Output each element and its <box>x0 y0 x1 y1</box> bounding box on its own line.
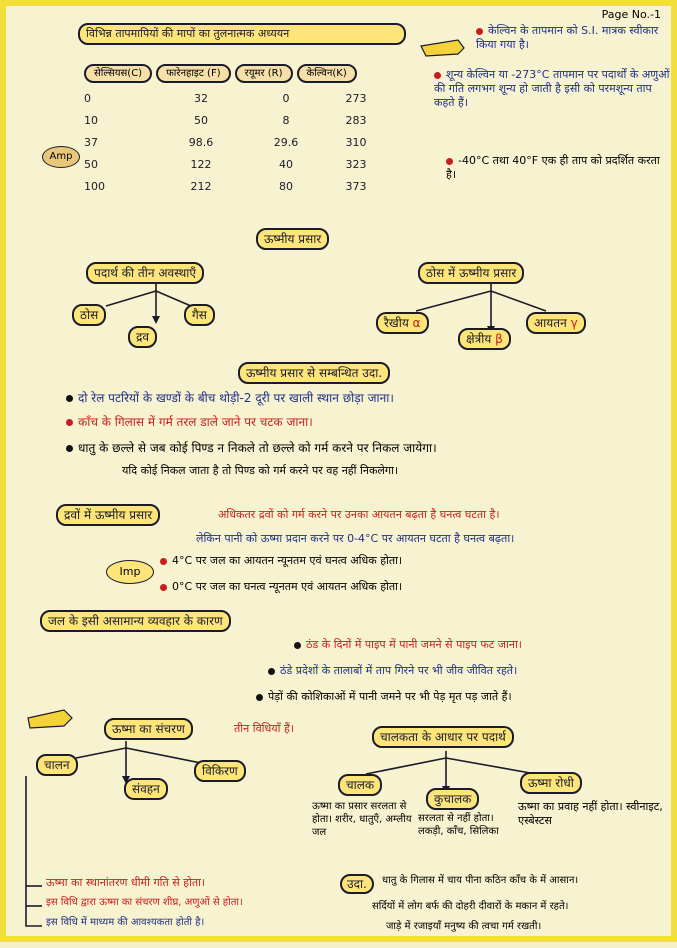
header-fahrenheit: फारेनहाइट (F) <box>156 64 231 83</box>
imp-tag: Imp <box>106 560 154 584</box>
states-title: पदार्थ की तीन अवस्थाएँ <box>86 262 204 284</box>
table-row: 37 98.6 29.6 310 <box>84 135 367 149</box>
water-item-3: पेड़ों की कोशिकाओं में पानी जमने पर भी पेड़ मृत पड़ जाते हैं। <box>256 690 668 704</box>
example-3: धातु के छल्ले से जब कोई पिण्ड न निकले तो छल्ले को गर्म करने पर निकल जायेगा। <box>66 440 656 456</box>
state-liquid: द्रव <box>128 326 157 348</box>
state-solid: ठोस <box>72 304 106 326</box>
liquid-line-1: अधिकतर द्रवों को गर्म करने पर उनका आयतन बढ़ता है घनत्व घटता है। <box>218 508 500 521</box>
kelvin-note: केल्विन के तापमान को S.I. मात्रक स्वीकार किया गया है। <box>476 24 659 51</box>
conductivity-heading: चालकता के आधार पर पदार्थ <box>372 726 514 748</box>
table-header-row <box>84 64 386 83</box>
conductor: चालक <box>338 774 382 796</box>
table-title: विभिन्न तापमापियों की मापों का तुलनात्मक अध्ययन <box>78 23 406 45</box>
comparison-table <box>84 64 386 197</box>
header-kelvin: केल्विन(K) <box>297 64 357 83</box>
linear-expansion: रैखीय α <box>376 312 429 334</box>
volume-expansion: आयतन γ <box>526 312 586 334</box>
example-1: दो रेल पटरियों के खण्डों के बीच थोड़ी-2 दूरी पर खाली स्थान छोड़ा जाना। <box>66 390 646 406</box>
transfer-note-3: इस विधि में माध्यम की आवश्यकता होती है। <box>46 917 205 928</box>
conductor-desc: ऊष्मा का प्रसार सरलता से होता। शरीर, धातुएँ, अम्लीय जल <box>312 801 412 838</box>
example-4: यदि कोई निकल जाता है तो पिण्ड को गर्म करने पर वह नहीं निकलेगा। <box>122 464 399 477</box>
minus-forty-note: -40°C तथा 40°F एक ही ताप को प्रदर्शित करता है। <box>446 154 660 181</box>
table-row: 50 122 40 323 <box>84 157 367 171</box>
imp-line-1: 4°C पर जल का आयतन न्यूनतम एवं घनत्व अधिक होता। <box>160 554 660 568</box>
solid-expansion-title: ठोस में ऊष्मीय प्रसार <box>418 262 524 284</box>
heat-resistant-desc: ऊष्मा का प्रवाह नहीं होता। स्वीनाइट, एस्बेस्टस <box>518 800 663 827</box>
example-tag: उदा. <box>340 874 374 894</box>
heat-transfer-subtitle: तीन विधियाँ हैं। <box>234 722 295 735</box>
radiation: विकिरण <box>194 760 246 782</box>
water-item-2: ठंडे प्रदेशों के तालाबों में ताप गिरने पर भी जीव जीवित रहते। <box>268 664 668 678</box>
conductivity-example-2: सर्दियों में लोग बर्फ की दोहरी दीवारों के मकान में रहते। <box>372 901 569 912</box>
insulator-desc: सरलता से नहीं होता। लकड़ी, काँच, सिलिका <box>418 813 499 837</box>
table-row: 100 212 80 373 <box>84 179 367 193</box>
example-2: काँच के गिलास में गर्म तरल डाले जाने पर चटक जाना। <box>66 414 646 430</box>
conductivity-example-3: जाड़े में रजाइयाँ मनुष्य की त्वचा गर्म रखती। <box>386 921 542 932</box>
transfer-note-2: इस विधि द्वारा ऊष्मा का संचरण शीघ्र, अणुओं से होता। <box>46 897 243 908</box>
water-item-1: ठंड के दिनों में पाइप में पानी जमने से पाइप फट जाना। <box>294 638 664 652</box>
imp-line-2: 0°C पर जल का घनत्व न्यूनतम एवं आयतन अधिक होता। <box>160 580 660 594</box>
amp-tag: Amp <box>42 146 80 168</box>
water-anomaly-heading: जल के इसी असामान्य व्यवहार के कारण <box>40 610 231 632</box>
state-gas: गैस <box>184 304 215 326</box>
conductivity-example-1: धातु के गिलास में चाय पीना कठिन काँच के में आसान। <box>382 875 579 886</box>
liquid-expansion-heading: द्रवों में ऊष्मीय प्रसार <box>56 504 160 526</box>
temp-values <box>84 87 386 197</box>
heat-resistant: ऊष्मा रोधी <box>520 772 582 794</box>
page-number: Page No.-1 <box>601 8 661 21</box>
absolute-zero-note: शून्य केल्विन या -273°C तापमान पर पदार्थों के अणुओं की गति लगभग शून्य हो जाती है इसी को परमशून्य ताप कहते हैं। <box>434 68 670 109</box>
table-row: 10 50 8 283 <box>84 113 367 127</box>
conduction: चालन <box>36 754 78 776</box>
insulator: कुचालक <box>426 788 479 810</box>
header-reaumur: रयूमर (R) <box>235 64 293 83</box>
heat-transfer-heading: ऊष्मा का संचरण <box>104 718 193 740</box>
thermal-expansion-heading: ऊष्मीय प्रसार <box>256 228 329 250</box>
examples-heading: ऊष्मीय प्रसार से सम्बन्धित उदा. <box>238 362 390 384</box>
table-row: 0 32 0 273 <box>84 91 367 105</box>
area-expansion: क्षेत्रीय β <box>458 328 511 350</box>
header-celsius: सेल्सियस(C) <box>84 64 152 83</box>
transfer-note-1: ऊष्मा का स्थानांतरण धीमी गति से होता। <box>46 876 206 889</box>
liquid-line-2: लेकिन पानी को ऊष्मा प्रदान करने पर 0-4°C पर आयतन घटता है घनत्व बढ़ता। <box>196 532 515 545</box>
convection: संवहन <box>124 778 168 800</box>
